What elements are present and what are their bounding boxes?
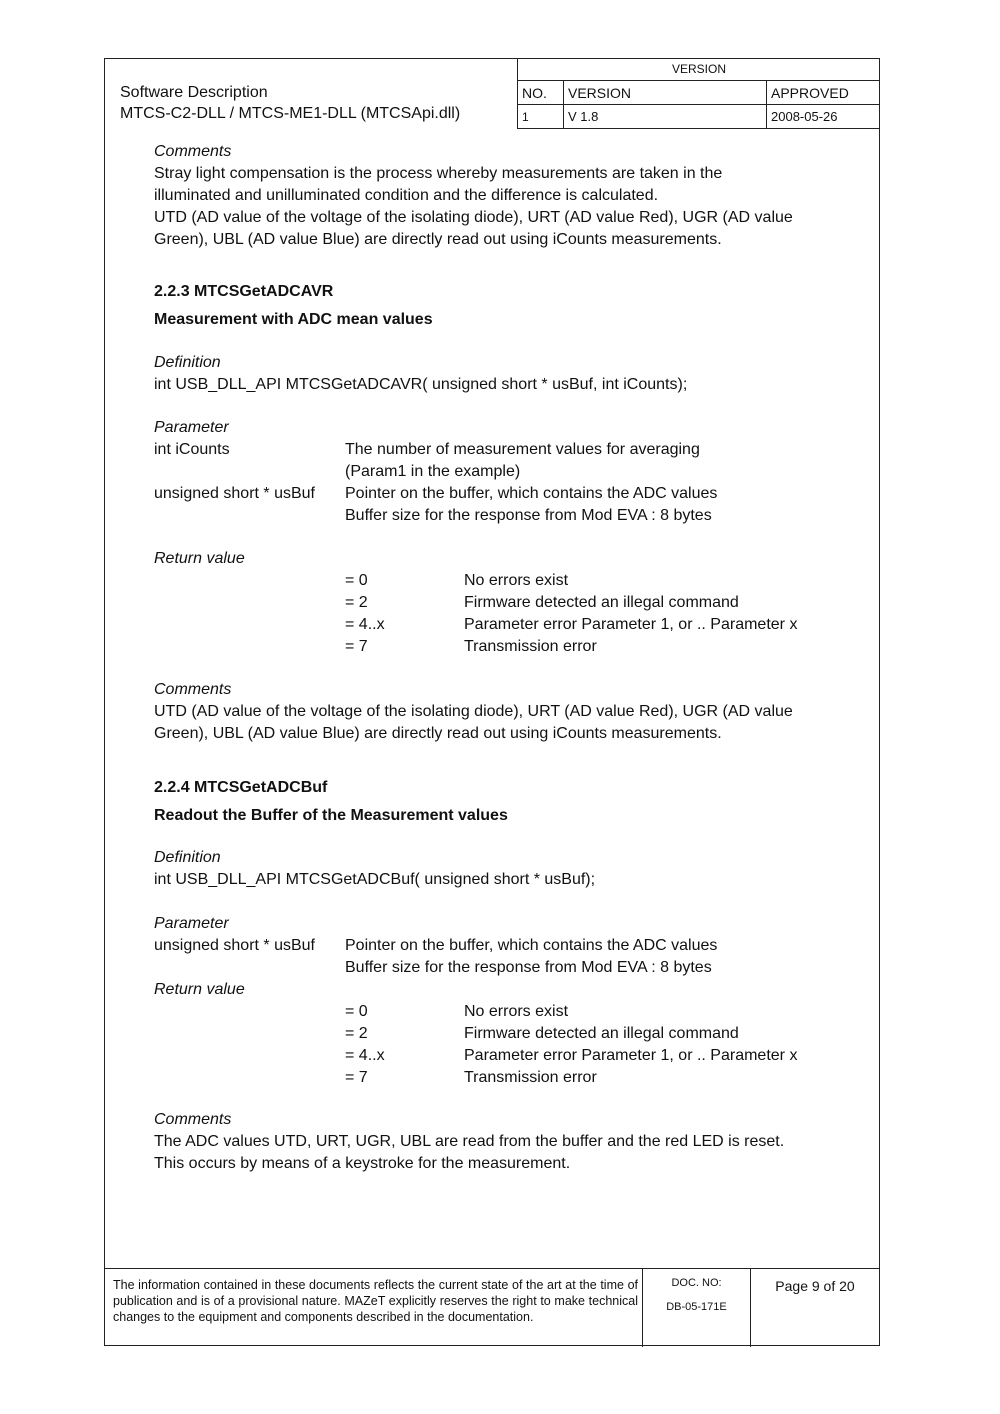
param-name: unsigned short * usBuf bbox=[154, 485, 315, 502]
return-value-block bbox=[154, 979, 854, 1089]
return-code: = 0 bbox=[345, 572, 368, 589]
document-title bbox=[120, 82, 460, 124]
return-row bbox=[154, 570, 854, 592]
return-code: = 4..x bbox=[345, 1047, 385, 1064]
return-desc: Parameter error Parameter 1, or .. Parameter x bbox=[464, 1047, 798, 1064]
return-desc: No errors exist bbox=[464, 1003, 569, 1020]
return-desc: Transmission error bbox=[464, 1069, 597, 1086]
definition-block bbox=[154, 847, 854, 891]
comment-line: Green), UBL (AD value Blue) are directly read out using iCounts measurements. bbox=[154, 725, 722, 742]
return-row bbox=[154, 1067, 854, 1089]
return-code: = 0 bbox=[345, 1003, 368, 1020]
return-row bbox=[154, 614, 854, 636]
return-desc: Firmware detected an illegal command bbox=[464, 594, 739, 611]
param-desc: (Param1 in the example) bbox=[345, 463, 521, 480]
return-row bbox=[154, 1001, 854, 1023]
comment-line: This occurs by means of a keystroke for the measurement. bbox=[154, 1155, 571, 1172]
return-desc: Parameter error Parameter 1, or .. Parameter x bbox=[464, 616, 798, 633]
col-approved: APPROVED bbox=[767, 81, 881, 105]
return-value-label: Return value bbox=[154, 550, 245, 567]
parameter-row bbox=[154, 505, 854, 527]
doc-number: DB-05-171E bbox=[666, 1301, 727, 1313]
comment-line: The ADC values UTD, URT, UGR, UBL are read from the buffer and the red LED is reset. bbox=[154, 1133, 785, 1150]
comment-line: UTD (AD value of the voltage of the isolating diode), URT (AD value Red), UGR (AD value bbox=[154, 209, 793, 226]
parameter-row bbox=[154, 461, 854, 483]
return-row bbox=[154, 592, 854, 614]
doc-number-cell bbox=[642, 1269, 751, 1347]
return-desc: No errors exist bbox=[464, 572, 569, 589]
parameter-row bbox=[154, 935, 854, 957]
col-no: NO. bbox=[518, 81, 564, 105]
top-comments bbox=[154, 141, 854, 251]
param-name: int iCounts bbox=[154, 441, 230, 458]
return-value-block bbox=[154, 548, 854, 658]
comments-block bbox=[154, 1109, 854, 1175]
parameter-row bbox=[154, 957, 854, 979]
param-desc: Pointer on the buffer, which contains the ADC values bbox=[345, 485, 718, 502]
return-code: = 7 bbox=[345, 1069, 368, 1086]
parameter-row bbox=[154, 483, 854, 505]
version-table-title: VERSION bbox=[518, 58, 881, 81]
parameter-label: Parameter bbox=[154, 419, 229, 436]
title-line-1: Software Description bbox=[120, 84, 268, 101]
return-desc: Firmware detected an illegal command bbox=[464, 1025, 739, 1042]
comment-line: Stray light compensation is the process whereby measurements are taken in the bbox=[154, 165, 723, 182]
val-no: 1 bbox=[518, 105, 564, 129]
param-desc: Buffer size for the response from Mod EVA : 8 bytes bbox=[345, 959, 712, 976]
return-row bbox=[154, 636, 854, 658]
page-footer bbox=[104, 1268, 880, 1347]
section-subtitle: Measurement with ADC mean values bbox=[154, 311, 433, 328]
return-code: = 2 bbox=[345, 594, 368, 611]
definition-text: int USB_DLL_API MTCSGetADCBuf( unsigned short * usBuf); bbox=[154, 871, 596, 888]
val-approved: 2008-05-26 bbox=[767, 105, 881, 129]
param-desc: Pointer on the buffer, which contains the ADC values bbox=[345, 937, 718, 954]
val-version: V 1.8 bbox=[564, 105, 767, 129]
parameter-row bbox=[154, 439, 854, 461]
footer-notice: The information contained in these documents reflects the current state of the art at the time of publication and is of a provisional nature. MAZeT explicitly reserves the right to make technical changes to the equipment and components described in the documentation. bbox=[113, 1278, 638, 1324]
return-code: = 7 bbox=[345, 638, 368, 655]
parameter-block bbox=[154, 913, 854, 979]
param-desc: The number of measurement values for averaging bbox=[345, 441, 700, 458]
definition-text: int USB_DLL_API MTCSGetADCAVR( unsigned short * usBuf, int iCounts); bbox=[154, 376, 688, 393]
section-subtitle: Readout the Buffer of the Measurement values bbox=[154, 807, 508, 824]
doc-number-label: DOC. NO: bbox=[671, 1277, 722, 1289]
return-row bbox=[154, 1023, 854, 1045]
col-version: VERSION bbox=[564, 81, 767, 105]
param-name: unsigned short * usBuf bbox=[154, 937, 315, 954]
section-heading-2-2-3: 2.2.3 MTCSGetADCAVR bbox=[154, 283, 334, 300]
return-code: = 2 bbox=[345, 1025, 368, 1042]
comment-line: UTD (AD value of the voltage of the isolating diode), URT (AD value Red), UGR (AD value bbox=[154, 703, 793, 720]
definition-block bbox=[154, 352, 854, 396]
comment-line: Green), UBL (AD value Blue) are directly read out using iCounts measurements. bbox=[154, 231, 722, 248]
comment-line: illuminated and unilluminated condition and the difference is calculated. bbox=[154, 187, 659, 204]
comments-block bbox=[154, 679, 854, 745]
return-row bbox=[154, 1045, 854, 1067]
return-desc: Transmission error bbox=[464, 638, 597, 655]
section-heading-2-2-4: 2.2.4 MTCSGetADCBuf bbox=[154, 779, 328, 796]
definition-label: Definition bbox=[154, 849, 221, 866]
return-value-label: Return value bbox=[154, 981, 245, 998]
title-line-2: MTCS-C2-DLL / MTCS-ME1-DLL (MTCSApi.dll) bbox=[120, 105, 461, 122]
version-table bbox=[517, 58, 880, 129]
definition-label: Definition bbox=[154, 354, 221, 371]
parameter-block bbox=[154, 417, 854, 527]
comments-label: Comments bbox=[154, 143, 232, 160]
param-desc: Buffer size for the response from Mod EVA : 8 bytes bbox=[345, 507, 712, 524]
page-number: Page 9 of 20 bbox=[775, 1278, 855, 1294]
comments-label: Comments bbox=[154, 1111, 232, 1128]
parameter-label: Parameter bbox=[154, 915, 229, 932]
comments-label: Comments bbox=[154, 681, 232, 698]
return-code: = 4..x bbox=[345, 616, 385, 633]
